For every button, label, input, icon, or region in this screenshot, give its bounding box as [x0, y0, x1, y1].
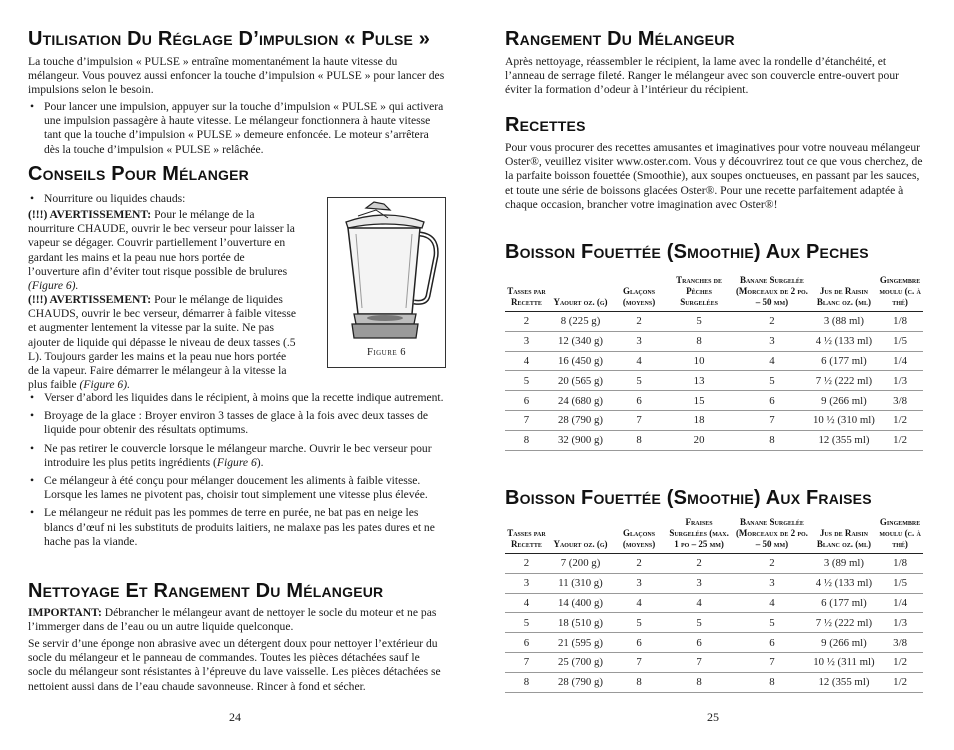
tips-section-title: Conseils Pour Mélanger	[28, 163, 249, 185]
table-cell: 7	[733, 652, 811, 672]
table-cell: 5	[733, 613, 811, 633]
important-text: Débrancher le mélangeur avant de nettoyer le socle du moteur et ne pas l’immerger dans de l’eau ou un autre liquide quelconque.	[28, 606, 437, 634]
recipes-section-title: Recettes	[505, 114, 586, 136]
blender-jar-icon	[328, 198, 447, 346]
column-header: Glaçons (moyens)	[613, 275, 665, 312]
table-cell: 8	[505, 672, 548, 692]
table-cell: 6 (177 ml)	[811, 351, 877, 371]
table-cell: 4	[733, 351, 811, 371]
table-cell: 1/5	[877, 573, 923, 593]
table-cell: 8	[505, 430, 548, 450]
tip-lid-figref: Figure 6	[216, 455, 257, 469]
warning-1-text: Pour le mélange de la nourriture CHAUDE, ouvrir le bec verseur pour laisser la vapeur se dégager. Couvrir partiellement l’ouverture en gardant les mains et la peau nue hors portée de l’ouverture afin d’éviter tout risque possible de brulures	[28, 208, 295, 278]
table-cell: 7 ½ (222 ml)	[811, 371, 877, 391]
table-cell: 20	[665, 430, 733, 450]
column-header: Fraises Surgelées (max. 1 po – 25 mm)	[665, 517, 733, 554]
pulse-bullet: • Pour lancer une impulsion, appuyer sur la touche d’impulsion « PULSE » qui activera une impulsion passagère à haute vitesse. Le mélangeur fonctionnera à haute vitesse tant que la touche d’impulsion « PULSE » demeure enfoncée. Le moteur s’arrêtera dès la touche d’impulsion « PULSE » relâchée.	[28, 100, 446, 157]
table-row	[505, 331, 923, 351]
table-cell: 10 ½ (311 ml)	[811, 652, 877, 672]
table-cell: 18	[665, 410, 733, 430]
table-cell: 3	[733, 331, 811, 351]
page-number-left: 24	[229, 710, 241, 724]
table-row	[505, 672, 923, 692]
peach-table-header	[505, 275, 923, 312]
column-header: Tasses par Recette	[505, 275, 548, 312]
table-cell: 28 (790 g)	[548, 672, 613, 692]
table-cell: 1/5	[877, 331, 923, 351]
page-number-right: 25	[707, 710, 719, 724]
table-cell: 1/8	[877, 312, 923, 332]
table-cell: 2	[733, 312, 811, 332]
table-cell: 8	[665, 331, 733, 351]
table-cell: 1/3	[877, 371, 923, 391]
column-header: Yaourt oz. (g)	[548, 517, 613, 554]
peach-smoothie-table	[505, 275, 923, 451]
table-cell: 8	[665, 672, 733, 692]
table-cell: 4	[505, 593, 548, 613]
table-cell: 6	[505, 633, 548, 653]
warning-1	[28, 208, 298, 293]
warning-2-figref: (Figure 6).	[79, 378, 130, 392]
table-cell: 3 (88 ml)	[811, 312, 877, 332]
table-cell: 10 ½ (310 ml)	[811, 410, 877, 430]
table-cell: 4 ½ (133 ml)	[811, 331, 877, 351]
table-cell: 6	[733, 391, 811, 411]
table-row	[505, 410, 923, 430]
table-cell: 2	[613, 554, 665, 574]
cleaning-section-title: Nettoyage Et Rangement Du Mélangeur	[28, 580, 384, 602]
table-cell: 8	[613, 672, 665, 692]
table-cell: 7	[733, 410, 811, 430]
strawberry-smoothie-table-wrap	[505, 517, 923, 693]
table-cell: 3 (89 ml)	[811, 554, 877, 574]
warning-2-label: (!!!) AVERTISSEMENT:	[28, 293, 152, 306]
peach-smoothie-title: Boisson Fouettée (Smoothie) Aux Peches	[505, 241, 869, 263]
table-cell: 1/2	[877, 430, 923, 450]
warning-2-text: Pour le mélange de liquides CHAUDS, ouvrir le bec verseur, démarrer à faible vitesse et augmenter lentement la vitesse par la suite. Ne pas ajouter de liquide qui dépasse le niveau de deux tasses (.5 L). Toujours garder les mains et la peau nue hors portée de la vapeur. Faire démarrer le mélangeur à la vitesse la plus faible	[28, 293, 297, 392]
table-cell: 1/2	[877, 672, 923, 692]
table-row	[505, 613, 923, 633]
column-header: Banane Surgelée (Morceaux de 2 po. – 50 mm)	[733, 275, 811, 312]
table-cell: 8	[733, 672, 811, 692]
left-page	[28, 0, 446, 750]
table-cell: 25 (700 g)	[548, 652, 613, 672]
table-cell: 1/2	[877, 652, 923, 672]
table-cell: 7 (200 g)	[548, 554, 613, 574]
table-cell: 6	[505, 391, 548, 411]
column-header: Yaourt oz. (g)	[548, 275, 613, 312]
table-cell: 16 (450 g)	[548, 351, 613, 371]
peach-table-body	[505, 312, 923, 451]
table-cell: 4	[505, 351, 548, 371]
table-cell: 13	[665, 371, 733, 391]
cleaning-important	[28, 606, 446, 634]
tip-lid-text: Ne pas retirer le couvercle lorsque le mélangeur marche. Ouvrir le bec verseur pour introduire les plus petits ingrédients (	[44, 441, 432, 469]
tip-lid-end: ).	[256, 455, 264, 469]
tips-bullets	[28, 391, 446, 549]
table-cell: 2	[613, 312, 665, 332]
warning-2	[28, 293, 298, 392]
table-cell: 2	[665, 554, 733, 574]
table-cell: 3/8	[877, 391, 923, 411]
table-row	[505, 371, 923, 391]
table-cell: 5	[733, 371, 811, 391]
table-cell: 3	[665, 573, 733, 593]
table-cell: 15	[665, 391, 733, 411]
recipes-paragraph: Pour vous procurer des recettes amusantes et imaginatives pour votre nouveau mélangeur Oster®, veuillez visiter www.oster.com. Vous y découvrirez tout ce que vous cherchez, de la parfaite boisson fouettée (Smoothie), aux soupes onctueuses, en passant par les sauces, et toute une série de boissons glacées Oster®. Pour une recette parfaitement adaptée à chaque occasion, brancher votre imagination avec Oster®!	[505, 141, 923, 211]
hot-food-bullet: • Nourriture ou liquides chauds:	[28, 192, 318, 206]
right-page	[505, 0, 925, 750]
table-cell: 3/8	[877, 633, 923, 653]
table-cell: 21 (595 g)	[548, 633, 613, 653]
table-cell: 11 (310 g)	[548, 573, 613, 593]
table-cell: 9 (266 ml)	[811, 391, 877, 411]
table-cell: 4	[613, 593, 665, 613]
warning-1-label: (!!!) AVERTISSEMENT:	[28, 208, 152, 221]
table-cell: 3	[613, 331, 665, 351]
table-cell: 8 (225 g)	[548, 312, 613, 332]
storage-paragraph: Après nettoyage, réassembler le récipient, la lame avec la rondelle d’étanchéité, et l’anneau de serrage fileté. Ranger le mélangeur avec son couvercle entre-ouvert pour éviter la formation d’odeur à l’intérieur du récipient.	[505, 55, 899, 97]
table-cell: 1/8	[877, 554, 923, 574]
table-cell: 12 (355 ml)	[811, 430, 877, 450]
column-header: Glaçons (moyens)	[613, 517, 665, 554]
table-cell: 6	[665, 633, 733, 653]
table-cell: 1/4	[877, 351, 923, 371]
table-cell: 3	[505, 331, 548, 351]
table-cell: 5	[505, 371, 548, 391]
column-header: Gingembre moulu (c. à thé)	[877, 275, 923, 312]
tip-low-speed: • Ce mélangeur à été conçu pour mélanger doucement les aliments à faible vitesse. Lorsque les lames ne pivotent pas, choisir tout simplement une vitesse plus élevée.	[28, 474, 446, 502]
table-cell: 14 (400 g)	[548, 593, 613, 613]
table-cell: 4 ½ (133 ml)	[811, 573, 877, 593]
table-cell: 5	[505, 613, 548, 633]
peach-smoothie-table-wrap	[505, 275, 923, 451]
table-cell: 5	[665, 613, 733, 633]
strawberry-table-header	[505, 517, 923, 554]
table-cell: 3	[613, 573, 665, 593]
table-cell: 6	[733, 633, 811, 653]
table-cell: 5	[613, 613, 665, 633]
column-header: Tasses par Recette	[505, 517, 548, 554]
table-cell: 9 (266 ml)	[811, 633, 877, 653]
table-cell: 1/4	[877, 593, 923, 613]
table-row	[505, 554, 923, 574]
figure-6-caption: Figure 6	[366, 347, 407, 358]
pulse-bullets	[28, 100, 446, 157]
table-cell: 8	[733, 430, 811, 450]
table-cell: 7	[665, 652, 733, 672]
table-cell: 8	[613, 430, 665, 450]
column-header: Tranches de Pêches Surgelées	[665, 275, 733, 312]
storage-section-title: Rangement Du Mélangeur	[505, 28, 735, 50]
table-row	[505, 312, 923, 332]
table-cell: 2	[505, 312, 548, 332]
table-cell: 5	[613, 371, 665, 391]
strawberry-table-body	[505, 554, 923, 693]
table-cell: 1/2	[877, 410, 923, 430]
table-row	[505, 391, 923, 411]
pulse-intro: La touche d’impulsion « PULSE » entraîne momentanément la haute vitesse du mélangeur. Vous pouvez aussi enfoncer la touche d’impulsion « PULSE » pour lancer des impulsions selon le besoin.	[28, 55, 445, 97]
table-row	[505, 430, 923, 450]
table-cell: 18 (510 g)	[548, 613, 613, 633]
table-cell: 20 (565 g)	[548, 371, 613, 391]
table-cell: 28 (790 g)	[548, 410, 613, 430]
table-cell: 2	[505, 554, 548, 574]
table-cell: 6 (177 ml)	[811, 593, 877, 613]
table-cell: 7	[613, 652, 665, 672]
important-label: IMPORTANT:	[28, 606, 102, 619]
table-cell: 4	[665, 593, 733, 613]
table-cell: 3	[733, 573, 811, 593]
strawberry-smoothie-title: Boisson Fouettée (Smoothie) Aux Fraises	[505, 487, 872, 509]
table-cell: 7	[613, 410, 665, 430]
table-cell: 6	[613, 391, 665, 411]
figure-6-blender	[327, 197, 446, 368]
table-cell: 10	[665, 351, 733, 371]
table-cell: 12 (355 ml)	[811, 672, 877, 692]
table-row	[505, 593, 923, 613]
table-cell: 1/3	[877, 613, 923, 633]
tip-limitations: • Le mélangeur ne réduit pas les pommes de terre en purée, ne bat pas en neige les blancs d’œuf ni les substituts de produits laitiers, ne malaxe pas les pates dures et ne hache pas la viande.	[28, 506, 446, 549]
tip-lid	[28, 442, 446, 470]
strawberry-smoothie-table	[505, 517, 923, 693]
table-cell: 12 (340 g)	[548, 331, 613, 351]
tip-liquids-first: • Verser d’abord les liquides dans le récipient, à moins que la recette indique autrement.	[28, 391, 446, 405]
table-cell: 24 (680 g)	[548, 391, 613, 411]
pulse-section-title: Utilisation Du Réglage D’impulsion « Pulse »	[28, 28, 431, 50]
column-header: Jus de Raisin Blanc oz. (ml)	[811, 517, 877, 554]
column-header: Banane Surgelée (Morceaux de 2 po. – 50 mm)	[733, 517, 811, 554]
warning-1-figref: (Figure 6).	[28, 279, 79, 293]
column-header: Jus de Raisin Blanc oz. (ml)	[811, 275, 877, 312]
table-row	[505, 573, 923, 593]
table-row	[505, 652, 923, 672]
table-cell: 7 ½ (222 ml)	[811, 613, 877, 633]
tip-ice-crushing: • Broyage de la glace : Broyer environ 3 tasses de glace à la fois avec deux tasses de liquide pour obtenir des résultats optimums.	[28, 409, 446, 437]
table-cell: 4	[733, 593, 811, 613]
table-cell: 5	[665, 312, 733, 332]
column-header: Gingembre moulu (c. à thé)	[877, 517, 923, 554]
table-cell: 7	[505, 410, 548, 430]
table-cell: 3	[505, 573, 548, 593]
table-cell: 32 (900 g)	[548, 430, 613, 450]
table-cell: 7	[505, 652, 548, 672]
table-row	[505, 351, 923, 371]
table-row	[505, 633, 923, 653]
table-cell: 2	[733, 554, 811, 574]
table-cell: 4	[613, 351, 665, 371]
cleaning-paragraph: Se servir d’une éponge non abrasive avec un détergent doux pour nettoyer l’extérieur du socle du mélangeur et le panneau de commandes. Toutes les pièces détachées sauf le socle du mélangeur sont résistantes à l’épreuve du lave vaisselle. Les pièces détachées se nettoient aussi dans de l’eau chaude savonneuse. Rincer à fond et sécher.	[28, 637, 441, 693]
tips-bullet-hot	[28, 192, 318, 206]
table-cell: 6	[613, 633, 665, 653]
